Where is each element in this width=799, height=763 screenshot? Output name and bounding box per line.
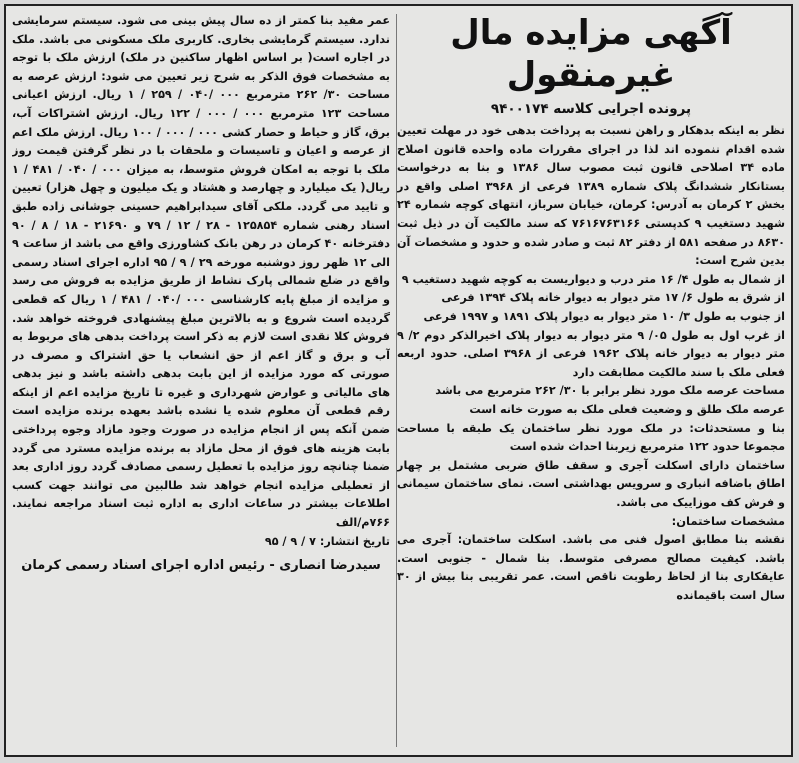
boundary-north: از شمال به طول ۴/ ۱۶ متر درب و دیواریست به کوچه شهید دستغیب ۹	[401, 272, 785, 286]
specs-paragraph: نقشه بنا مطابق اصول فنی می باشد. اسکلت ساختمان: آجری می باشد. کیفیت مصالح مصرفی متوسط. بنا شمال - جنوبی است. عایقکاری بنا از لحاظ رطوبت ناقص است. عمر تقریبی بنا بیش از ۳۰ سال است باقیمانده	[397, 533, 785, 602]
newspaper-clipping	[4, 4, 793, 757]
notice-title: آگهی مزایده مال غیرمنقول	[450, 13, 732, 95]
case-number: پرونده اجرایی کلاسه ۹۴۰۰۱۷۴	[490, 101, 692, 117]
valuation-and-auction-paragraph: عمر مفید بنا کمتر از ده سال پیش بینی می شود. سیستم سرمایشی ندارد. سیستم گرمایشی بخاری. کاربری ملک مسکونی می باشد. ملک در اجاره است( بر اساس اظهار ساکنین در ملک) ارزش ملک با توجه به مشخصات فوق الذکر به شرح زیر تعیین می شود: ارزش عرصه به مساحت ۳۰/ ۲۶۲ مترمربع ۰۰۰ /۰۴۰ / ۲۵۹ / ۱ ریال. ارزش اعیانی مساحت ۱۲۳ مترمربع ۰۰۰ / ۰۰۰ / ۱۲۲ ریال. ارزش اشتراکات آب، برق، گاز و حیاط و حصار کشی ۰۰۰ / ۰۰۰ / ۱۰۰ ریال. ارزش ملک اعم از عرصه و اعیان و تاسیسات و ملحقات با در نظر گرفتن قیمت روز ملک با توجه به امکان فروش متوسط، به میزان ۰۰۰ / ۰۴۰ / ۴۸۱ / ۱ ریال( یک میلیارد و چهارصد و هشتاد و یک میلیون و چهل هزار) تعیین و تایید می گردد. ملکی آقای سیدابراهیم حسینی جوشانی زاده طبق اسناد رهنی شماره ۱۲۵۸۵۴ - ۲۸ / ۱۲ / ۷۹ و ۲۱۶۹۰ - ۱۸ / ۸ / ۹۰ دفترخانه ۴۰ کرمان در رهن بانک کشاورزی واقع می باشد از ساعت ۹ الی ۱۲ ظهر روز دوشنبه مورخه ۲۹ / ۹ / ۹۵ اداره اجرای اسناد رسمی واقع در ضلع شمالی پارک نشاط از طریق مزایده به فروش می رسد و مزایده از مبلغ پایه کارشناسی ۰۰۰ /۰۴۰ / ۴۸۱ / ۱ ریال که قطعی گردیده است شروع و به بالاترین مبلغ پیشنهادی فروخته خواهد شد. فروش کلا نقدی است لازم به ذکر است پرداخت بدهی های مربوط به آب و برق و گاز اعم از حق انشعاب یا حق اشتراک و مصرف در صورتی که مورد مزایده از این بابت بدهی داشته باشد و نیز بدهی های مالیاتی و عوارض شهرداری و غیره تا تاریخ مزایده اعم از اینکه رقم قطعی آن معلوم شده یا نشده باشد بعهده برنده مزایده است ضمن آنکه پس از انجام مزایده در صورت وجود مازاد وجوه پرداختی بابت هزینه های فوق از محل مازاد به برنده مزایده مسترد می گردد ضمنا چنانچه روز مزایده با تعطیل رسمی مصادف گردد روز اداری بعد از تعطیلی مزایده انجام خواهد شد طالبین می توانند جهت کسب اطلاعات بیشتر در ساعات اداری به اداره ثبت اسناد مراجعه نمایند. ۷۶۶م/الف	[12, 14, 390, 530]
boundary-west: از غرب اول به طول ۰۵/ ۹ متر دیوار به دیوار پلاک اخیرالذکر دوم ۲/ ۹ متر دیوار به دیوار خانه پلاک ۱۹۶۲ فرعی از ۳۹۶۸ اصلی. حدود اربعه فعلی ملک با سند مالکیت مطابقت دارد	[397, 328, 785, 379]
signature: سیدرضا انصاری - رئیس اداره اجرای اسناد رسمی کرمان	[21, 558, 381, 574]
area-line: مساحت عرصه ملک مورد نظر برابر با ۳۰/ ۲۶۲ مترمربع می باشد	[435, 384, 785, 398]
specs-heading: مشخصات ساختمان:	[671, 514, 785, 529]
status-line: عرصه ملک طلق و وضعیت فعلی ملک به صورت خانه است	[469, 402, 785, 416]
left-column	[12, 12, 390, 749]
intro-paragraph: نظر به اینکه بدهکار و راهن نسبت به پرداخت بدهی خود در مهلت تعیین شده اقدام ننموده اند لذا در اجرای مقررات ماده واحده قانون اصلاح ماده ۳۴ اصلاحی قانون ثبت مصوب سال ۱۳۸۶ و بنا به درخواست بستانکار ششدانگ پلاک شماره ۱۳۸۹ فرعی از ۳۹۶۸ اصلی واقع در بخش ۲ کرمان به آدرس: کرمان، خیابان سرباز، انتهای کوچه شماره ۲۴ شهید دستغیب ۹ کدپستی ۷۶۱۶۷۶۳۱۶۶ که سند مالکیت آن در ذیل ثبت ۸۶۳۰ در صفحه ۵۸۱ از دفتر ۸۲ ثبت و صادر شده و حدود و مشخصات آن بدین شرح است:	[397, 124, 785, 268]
structure-paragraph: ساختمان دارای اسکلت آجری و سقف طاق ضربی مشتمل بر چهار اطاق باضافه انباری و سرویس بهداشتی است. نمای ساختمان سیمانی و فرش کف موزاییک می باشد.	[397, 458, 785, 509]
building-paragraph: بنا و مستحدثات: در ملک مورد نظر ساختمان یک طبقه با مساحت مجموعا حدود ۱۲۲ مترمربع زیربنا احداث شده است	[397, 421, 785, 454]
boundary-east: از شرق به طول ۶/ ۱۷ متر دیوار به دیوار خانه پلاک ۱۳۹۴ فرعی	[441, 291, 785, 305]
right-column	[397, 12, 785, 749]
column-divider	[396, 14, 397, 747]
publish-date: تاریخ انتشار: ۷ / ۹ / ۹۵	[264, 534, 390, 548]
boundary-south: از جنوب به طول ۳/ ۱۰ متر دیوار به دیوار پلاک ۱۸۹۱ و ۱۹۹۷ فرعی	[423, 309, 785, 323]
